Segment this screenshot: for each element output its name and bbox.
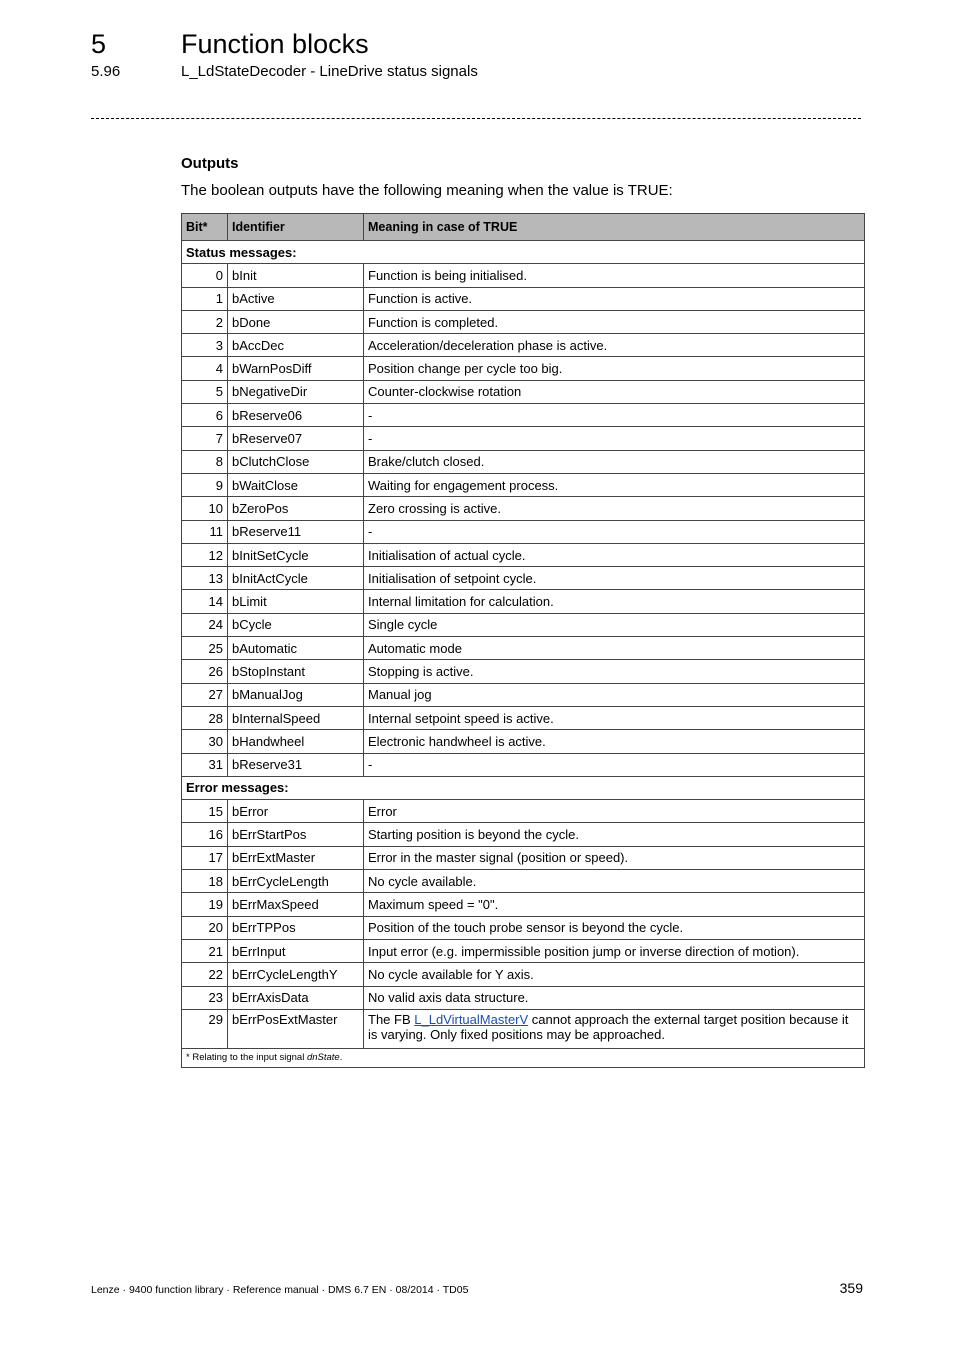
table-row [182, 706, 865, 729]
meaning-cell: - [364, 753, 865, 776]
bit-cell: 27 [182, 683, 228, 706]
meaning-text: cannot approach the external target position because it is varying. Only fixed positions may be approached. [368, 1011, 849, 1042]
table-row [182, 800, 865, 823]
identifier-cell: bAutomatic [228, 637, 364, 660]
meaning-cell: Single cycle [364, 613, 865, 636]
identifier-cell: bLimit [228, 590, 364, 613]
table-row [182, 730, 865, 753]
status-section-title: Status messages: [182, 241, 865, 264]
identifier-cell: bErrTPPos [228, 916, 364, 939]
bit-cell: 21 [182, 939, 228, 962]
bit-cell: 4 [182, 357, 228, 380]
bit-cell: 0 [182, 264, 228, 287]
bit-cell: 29 [182, 1009, 228, 1048]
meaning-cell: Position change per cycle too big. [364, 357, 865, 380]
identifier-cell: bErrAxisData [228, 986, 364, 1009]
table-row [182, 520, 865, 543]
table-header-row [182, 214, 865, 241]
bit-cell: 13 [182, 567, 228, 590]
identifier-cell: bReserve07 [228, 427, 364, 450]
table-row [182, 473, 865, 496]
table-row [182, 497, 865, 520]
table-row [182, 357, 865, 380]
identifier-cell: bStopInstant [228, 660, 364, 683]
page-number: 359 [839, 1280, 863, 1296]
meaning-cell: No cycle available for Y axis. [364, 963, 865, 986]
bit-cell: 22 [182, 963, 228, 986]
identifier-cell: bErrCycleLength [228, 870, 364, 893]
identifier-cell: bErrStartPos [228, 823, 364, 846]
bit-cell: 8 [182, 450, 228, 473]
table-footnote [182, 1048, 865, 1067]
footer-text: Lenze · 9400 function library · Reference manual · DMS 6.7 EN · 08/2014 · TD05 [91, 1284, 469, 1296]
meaning-cell: Stopping is active. [364, 660, 865, 683]
bit-cell: 23 [182, 986, 228, 1009]
bit-cell: 28 [182, 706, 228, 729]
footnote-signal: dnState [306, 1052, 340, 1064]
meaning-cell: Initialisation of actual cycle. [364, 543, 865, 566]
column-header-identifier: Identifier [228, 214, 364, 241]
table-row [182, 450, 865, 473]
column-header-bit: Bit* [182, 214, 228, 241]
meaning-cell: - [364, 404, 865, 427]
identifier-cell: bReserve06 [228, 404, 364, 427]
meaning-cell: Zero crossing is active. [364, 497, 865, 520]
outputs-table [181, 213, 865, 1068]
identifier-cell: bReserve31 [228, 753, 364, 776]
meaning-cell: No cycle available. [364, 870, 865, 893]
bit-cell: 10 [182, 497, 228, 520]
identifier-cell: bClutchClose [228, 450, 364, 473]
bit-cell: 7 [182, 427, 228, 450]
bit-cell: 6 [182, 404, 228, 427]
table-row [182, 264, 865, 287]
meaning-cell: Manual jog [364, 683, 865, 706]
table-row [182, 823, 865, 846]
table-row [182, 916, 865, 939]
meaning-cell: - [364, 520, 865, 543]
meaning-cell: Internal setpoint speed is active. [364, 706, 865, 729]
column-header-meaning: Meaning in case of TRUE [364, 214, 865, 241]
table-row [182, 846, 865, 869]
bit-cell: 30 [182, 730, 228, 753]
bit-cell: 14 [182, 590, 228, 613]
footnote-text: . [339, 1052, 343, 1064]
footnote-row [182, 1048, 865, 1067]
table-row [182, 870, 865, 893]
bit-cell: 1 [182, 287, 228, 310]
identifier-cell: bReserve11 [228, 520, 364, 543]
identifier-cell: bManualJog [228, 683, 364, 706]
identifier-cell: bInitSetCycle [228, 543, 364, 566]
table-row [182, 753, 865, 776]
meaning-cell: Initialisation of setpoint cycle. [364, 567, 865, 590]
section-title: L_LdStateDecoder - LineDrive status signals [181, 63, 478, 80]
meaning-cell: Maximum speed = "0". [364, 893, 865, 916]
table-row [182, 1009, 865, 1048]
identifier-cell: bInit [228, 264, 364, 287]
bit-cell: 16 [182, 823, 228, 846]
identifier-cell: bErrInput [228, 939, 364, 962]
table-row [182, 287, 865, 310]
table-row [182, 683, 865, 706]
section-number: 5.96 [91, 63, 121, 80]
bit-cell: 17 [182, 846, 228, 869]
bit-cell: 11 [182, 520, 228, 543]
table-row [182, 590, 865, 613]
table-row [182, 427, 865, 450]
bit-cell: 3 [182, 334, 228, 357]
meaning-cell: - [364, 427, 865, 450]
identifier-cell: bWarnPosDiff [228, 357, 364, 380]
bit-cell: 31 [182, 753, 228, 776]
bit-cell: 5 [182, 380, 228, 403]
identifier-cell: bWaitClose [228, 473, 364, 496]
chapter-number: 5 [91, 29, 107, 59]
meaning-cell: Acceleration/deceleration phase is active. [364, 334, 865, 357]
bit-cell: 25 [182, 637, 228, 660]
table-row [182, 939, 865, 962]
meaning-cell: Error in the master signal (position or speed). [364, 846, 865, 869]
table-row [182, 380, 865, 403]
identifier-cell: bDone [228, 310, 364, 333]
meaning-text: The FB [368, 1011, 415, 1027]
bit-cell: 24 [182, 613, 228, 636]
meaning-cell: Brake/clutch closed. [364, 450, 865, 473]
meaning-cell: Error [364, 800, 865, 823]
table-row [182, 310, 865, 333]
meaning-cell: Function is completed. [364, 310, 865, 333]
bit-cell: 18 [182, 870, 228, 893]
chapter-title: Function blocks [181, 29, 369, 59]
header-divider [91, 118, 861, 119]
outputs-heading: Outputs [181, 155, 239, 172]
error-section-row [182, 776, 865, 799]
bit-cell: 9 [182, 473, 228, 496]
meaning-cell: Internal limitation for calculation. [364, 590, 865, 613]
table-row [182, 543, 865, 566]
table-row [182, 637, 865, 660]
table-row [182, 660, 865, 683]
table-row [182, 334, 865, 357]
fb-link[interactable]: L_LdVirtualMasterV [414, 1011, 529, 1027]
identifier-cell: bErrExtMaster [228, 846, 364, 869]
identifier-cell: bAccDec [228, 334, 364, 357]
identifier-cell: bNegativeDir [228, 380, 364, 403]
meaning-cell: Input error (e.g. impermissible position jump or inverse direction of motion). [364, 939, 865, 962]
identifier-cell: bActive [228, 287, 364, 310]
identifier-cell: bZeroPos [228, 497, 364, 520]
bit-cell: 15 [182, 800, 228, 823]
footnote-text: * Relating to the input signal [186, 1052, 307, 1064]
bit-cell: 26 [182, 660, 228, 683]
bit-cell: 20 [182, 916, 228, 939]
meaning-cell: Automatic mode [364, 637, 865, 660]
table-row [182, 567, 865, 590]
bit-cell: 19 [182, 893, 228, 916]
meaning-cell: Starting position is beyond the cycle. [364, 823, 865, 846]
meaning-cell: Position of the touch probe sensor is beyond the cycle. [364, 916, 865, 939]
meaning-cell: Electronic handwheel is active. [364, 730, 865, 753]
identifier-cell: bErrCycleLengthY [228, 963, 364, 986]
status-section-row [182, 241, 865, 264]
meaning-cell: Function is active. [364, 287, 865, 310]
meaning-cell: Waiting for engagement process. [364, 473, 865, 496]
intro-text: The boolean outputs have the following meaning when the value is TRUE: [181, 182, 673, 199]
identifier-cell: bErrMaxSpeed [228, 893, 364, 916]
error-section-title: Error messages: [182, 776, 865, 799]
meaning-cell: Counter-clockwise rotation [364, 380, 865, 403]
identifier-cell: bErrPosExtMaster [228, 1009, 364, 1048]
bit-cell: 2 [182, 310, 228, 333]
bit-cell: 12 [182, 543, 228, 566]
meaning-cell: Function is being initialised. [364, 264, 865, 287]
table-row [182, 893, 865, 916]
table-row [182, 404, 865, 427]
table-row [182, 963, 865, 986]
identifier-cell: bInternalSpeed [228, 706, 364, 729]
identifier-cell: bError [228, 800, 364, 823]
meaning-cell [364, 1009, 865, 1048]
meaning-cell: No valid axis data structure. [364, 986, 865, 1009]
identifier-cell: bCycle [228, 613, 364, 636]
table-row [182, 613, 865, 636]
table-row [182, 986, 865, 1009]
identifier-cell: bInitActCycle [228, 567, 364, 590]
identifier-cell: bHandwheel [228, 730, 364, 753]
